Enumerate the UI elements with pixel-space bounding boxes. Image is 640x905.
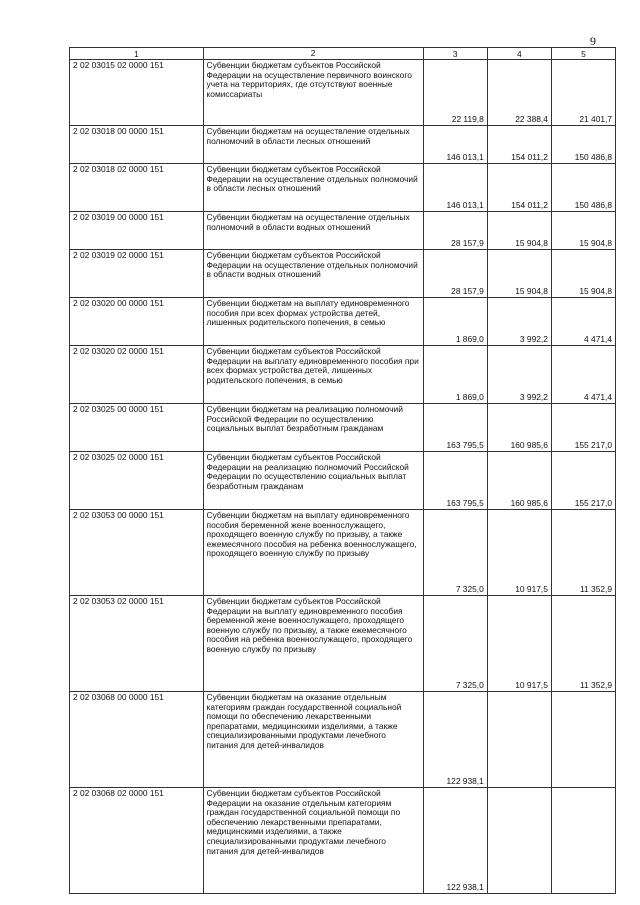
row-value-4: 15 904,8	[487, 212, 551, 250]
row-value-5: 15 904,8	[551, 250, 615, 298]
row-code: 2 02 03020 02 0000 151	[70, 346, 204, 404]
column-header-3: 3	[423, 48, 487, 60]
row-value-4: 160 985,6	[487, 452, 551, 510]
row-value-3: 28 157,9	[423, 250, 487, 298]
row-value-5: 155 217,0	[551, 404, 615, 452]
row-code: 2 02 03019 00 0000 151	[70, 212, 204, 250]
row-value-5: 150 486,8	[551, 164, 615, 212]
table-row	[70, 404, 616, 452]
row-name: Субвенции бюджетам субъектов Российской Федерации на реализацию полномочий Российской Федерации по осуществлению социальных выплат безработным гражданам	[203, 452, 423, 510]
table-row	[70, 452, 616, 510]
row-value-3: 28 157,9	[423, 212, 487, 250]
row-name: Субвенции бюджетам субъектов Российской Федерации на осуществление первичного воинского учета на территориях, где отсутствуют военные комиссариаты	[203, 60, 423, 126]
row-code: 2 02 03020 00 0000 151	[70, 298, 204, 346]
row-value-3: 22 119,8	[423, 60, 487, 126]
row-name: Субвенции бюджетам субъектов Российской Федерации на осуществление отдельных полномочий в области водных отношений	[203, 250, 423, 298]
row-value-5: 4 471,4	[551, 346, 615, 404]
table-header-row	[70, 48, 616, 60]
row-value-4	[487, 788, 551, 894]
table-row	[70, 596, 616, 692]
row-value-5	[551, 788, 615, 894]
row-value-3: 163 795,5	[423, 452, 487, 510]
row-name: Субвенции бюджетам на осуществление отдельных полномочий в области водных отношений	[203, 212, 423, 250]
column-header-4: 4	[487, 48, 551, 60]
row-name: Субвенции бюджетам на выплату единовременного пособия при всех формах устройства детей, лишенных родительского попечения, в семью	[203, 298, 423, 346]
row-value-3: 146 013,1	[423, 126, 487, 164]
row-code: 2 02 03025 02 0000 151	[70, 452, 204, 510]
column-header-5: 5	[551, 48, 615, 60]
row-value-4: 160 985,6	[487, 404, 551, 452]
row-value-4	[487, 692, 551, 788]
row-value-4: 154 011,2	[487, 164, 551, 212]
row-value-5: 21 401,7	[551, 60, 615, 126]
row-value-4: 3 992,2	[487, 298, 551, 346]
row-value-4: 3 992,2	[487, 346, 551, 404]
row-value-4: 10 917,5	[487, 596, 551, 692]
page-number: 9	[590, 34, 596, 48]
row-code: 2 02 03025 00 0000 151	[70, 404, 204, 452]
row-name: Субвенции бюджетам субъектов Российской Федерации на осуществление отдельных полномочий в области лесных отношений	[203, 164, 423, 212]
table-row	[70, 346, 616, 404]
row-code: 2 02 03015 02 0000 151	[70, 60, 204, 126]
row-value-5: 4 471,4	[551, 298, 615, 346]
row-value-5: 11 352,9	[551, 510, 615, 596]
table-row	[70, 692, 616, 788]
row-value-5	[551, 692, 615, 788]
table-row	[70, 212, 616, 250]
row-value-5: 150 486,8	[551, 126, 615, 164]
table-row	[70, 250, 616, 298]
table-row	[70, 510, 616, 596]
column-header-2: 2	[203, 48, 423, 60]
row-value-5: 155 217,0	[551, 452, 615, 510]
budget-table	[69, 47, 616, 894]
row-code: 2 02 03053 00 0000 151	[70, 510, 204, 596]
row-code: 2 02 03018 02 0000 151	[70, 164, 204, 212]
row-code: 2 02 03018 00 0000 151	[70, 126, 204, 164]
row-value-5: 11 352,9	[551, 596, 615, 692]
row-name: Субвенции бюджетам на оказание отдельным категориям граждан государственной социальной помощи по обеспечению лекарственными препаратами, медицинскими изделиями, а также специализированными продуктами лечебного питания для детей-инвалидов	[203, 692, 423, 788]
row-value-3: 1 869,0	[423, 298, 487, 346]
row-value-4: 154 011,2	[487, 126, 551, 164]
table-row	[70, 126, 616, 164]
row-code: 2 02 03068 02 0000 151	[70, 788, 204, 894]
table-row	[70, 60, 616, 126]
row-value-3: 163 795,5	[423, 404, 487, 452]
column-header-1: 1	[70, 48, 204, 60]
row-value-4: 10 917,5	[487, 510, 551, 596]
row-value-3: 1 869,0	[423, 346, 487, 404]
table-row	[70, 298, 616, 346]
row-name: Субвенции бюджетам на реализацию полномочий Российской Федерации по осуществлению социальных выплат безработным гражданам	[203, 404, 423, 452]
row-code: 2 02 03068 00 0000 151	[70, 692, 204, 788]
table-row	[70, 164, 616, 212]
row-value-3: 122 938,1	[423, 692, 487, 788]
row-value-4: 15 904,8	[487, 250, 551, 298]
row-value-3: 7 325,0	[423, 510, 487, 596]
row-value-3: 122 938,1	[423, 788, 487, 894]
row-name: Субвенции бюджетам субъектов Российской Федерации на выплату единовременного пособия беременной жене военнослужащего, проходящего военную службу по призыву, а также ежемесячного пособия на ребенка военнослужащего, проходящего военную службу по призыву	[203, 596, 423, 692]
row-code: 2 02 03019 02 0000 151	[70, 250, 204, 298]
table-row	[70, 788, 616, 894]
row-value-5: 15 904,8	[551, 212, 615, 250]
row-code: 2 02 03053 02 0000 151	[70, 596, 204, 692]
row-name: Субвенции бюджетам субъектов Российской Федерации на выплату единовременного пособия при всех формах устройства детей, лишенных родительского попечения, в семью	[203, 346, 423, 404]
row-name: Субвенции бюджетам на выплату единовременного пособия беременной жене военнослужащего, проходящего военную службу по призыву, а также ежемесячного пособия на ребенка военнослужащего, проходящего военную службу по призыву	[203, 510, 423, 596]
row-name: Субвенции бюджетам субъектов Российской Федерации на оказание отдельным категориям граждан государственной социальной помощи по обеспечению лекарственными препаратами, медицинскими изделиями, а также специализированными продуктами лечебного питания для детей-инвалидов	[203, 788, 423, 894]
row-name: Субвенции бюджетам на осуществление отдельных полномочий в области лесных отношений	[203, 126, 423, 164]
row-value-3: 146 013,1	[423, 164, 487, 212]
row-value-4: 22 388,4	[487, 60, 551, 126]
row-value-3: 7 325,0	[423, 596, 487, 692]
